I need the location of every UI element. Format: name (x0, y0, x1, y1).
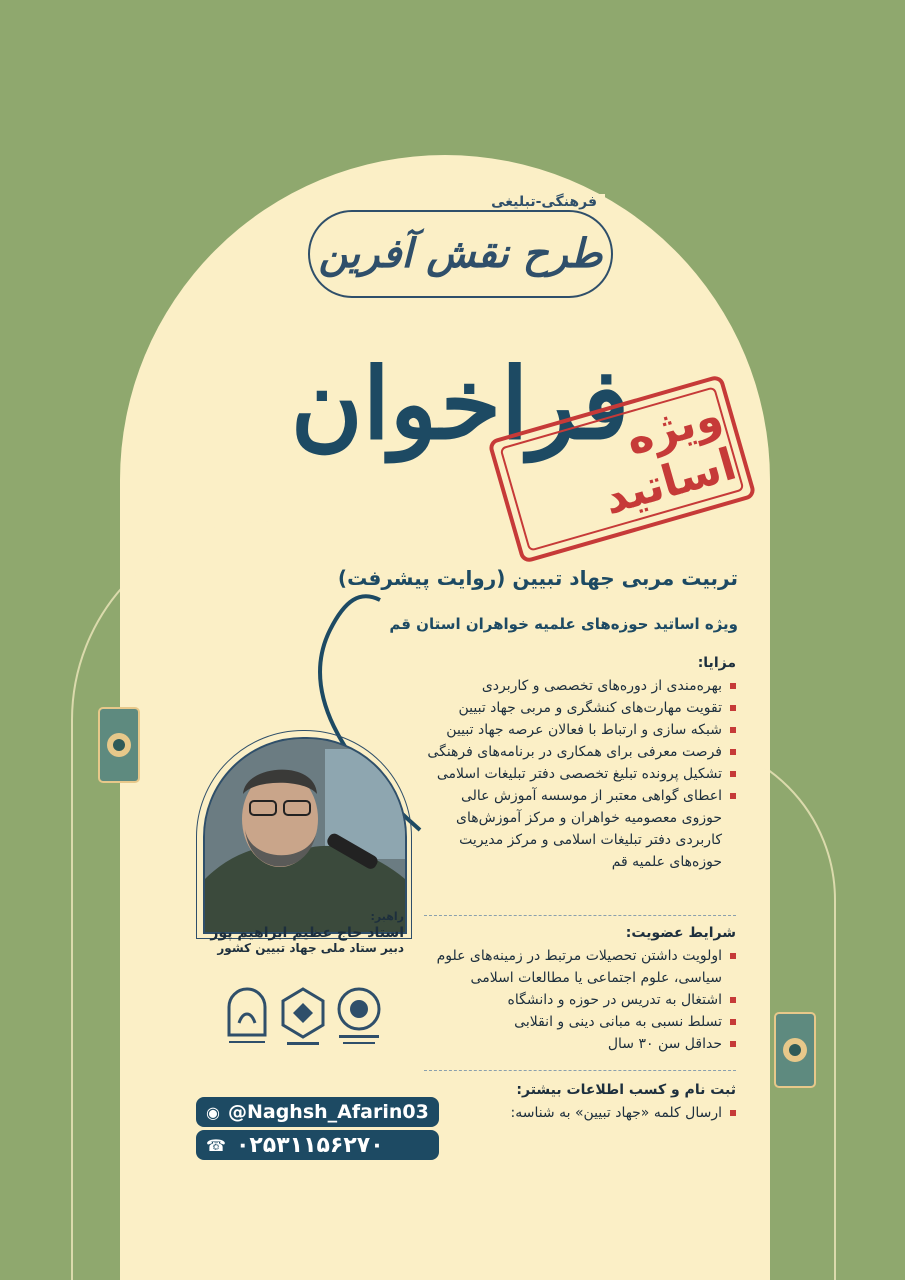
at-icon: ◉ (206, 1102, 220, 1122)
section-divider (424, 1070, 736, 1071)
list-item: اعطای گواهی معتبر از موسسه آموزش عالی حوزوی معصومیه خواهران و مرکز آموزش‌های کاربردی دفتر تبلیغات اسلامی و مرکز مدیریت حوزه‌های علمیه قم (424, 785, 736, 873)
social-handle-text: @Naghsh_Afarin03 (227, 1101, 429, 1123)
headline-title: فراخوان (290, 347, 630, 462)
organization-logos (215, 985, 385, 1055)
membership-section (424, 925, 736, 1055)
list-item: ارسال کلمه «جهاد تبیین» به شناسه: (424, 1102, 736, 1124)
list-item: اولویت داشتن تحصیلات مرتبط در زمینه‌های علوم سیاسی، علوم اجتماعی یا مطالعات اسلامی (424, 945, 736, 989)
organization-logo-icon (221, 985, 273, 1051)
audience-line: ویژه اساتید حوزه‌های علمیه خواهران استان قم (389, 615, 738, 633)
brand-title: طرح نقش آفرین (318, 230, 603, 277)
leader-post: دبیر ستاد ملی جهاد تبیین کشور (217, 941, 404, 955)
registration-list (424, 1102, 736, 1124)
benefits-section (424, 655, 736, 873)
brand-badge: فرهنگی-تبلیغی (483, 194, 605, 210)
list-item: فرصت معرفی برای همکاری در برنامه‌های فرهنگی (424, 741, 736, 763)
leader-name: استاد حاج عظیم ابراهیم پور (210, 925, 404, 941)
brand-logo (308, 194, 613, 298)
social-handle-badge[interactable] (196, 1097, 439, 1127)
organization-logo-icon (277, 985, 329, 1051)
leader-photo (203, 737, 407, 934)
list-item: تقویت مهارت‌های کنشگری و مربی جهاد تبیین (424, 697, 736, 719)
registration-section (424, 1082, 736, 1124)
membership-heading: شرایط عضویت: (625, 925, 736, 941)
list-item: تشکیل پرونده تبلیغ تخصصی دفتر تبلیغات اسلامی (424, 763, 736, 785)
leader-info (200, 910, 404, 955)
registration-heading: ثبت نام و کسب اطلاعات بیشتر: (516, 1082, 736, 1098)
phone-badge[interactable] (196, 1130, 439, 1160)
stamp-text: ویژه اساتید (598, 389, 742, 525)
list-item: حداقل سن ۳۰ سال (424, 1033, 736, 1055)
benefits-heading: مزایا: (697, 655, 736, 671)
phone-number-text: ۰۲۵۳۱۱۵۶۲۷۰ (235, 1132, 384, 1158)
list-item: شبکه سازی و ارتباط با فعالان عرصه جهاد تبیین (424, 719, 736, 741)
organization-logo-icon (333, 985, 385, 1051)
section-divider (424, 915, 736, 916)
benefits-list (424, 675, 736, 873)
ornament-tile-icon (96, 705, 142, 785)
speaker-portrait-icon (205, 739, 405, 932)
ornament-tile-icon (772, 1010, 818, 1090)
list-item: تسلط نسبی به مبانی دینی و انقلابی (424, 1011, 736, 1033)
list-item: اشتغال به تدریس در حوزه و دانشگاه (424, 989, 736, 1011)
membership-list (424, 945, 736, 1055)
course-subtitle: تربیت مربی جهاد تبیین (روایت پیشرفت) (337, 566, 738, 590)
leader-role: راهبر: (370, 910, 404, 923)
phone-icon: ☎ (206, 1135, 228, 1155)
list-item: بهره‌مندی از دوره‌های تخصصی و کاربردی (424, 675, 736, 697)
